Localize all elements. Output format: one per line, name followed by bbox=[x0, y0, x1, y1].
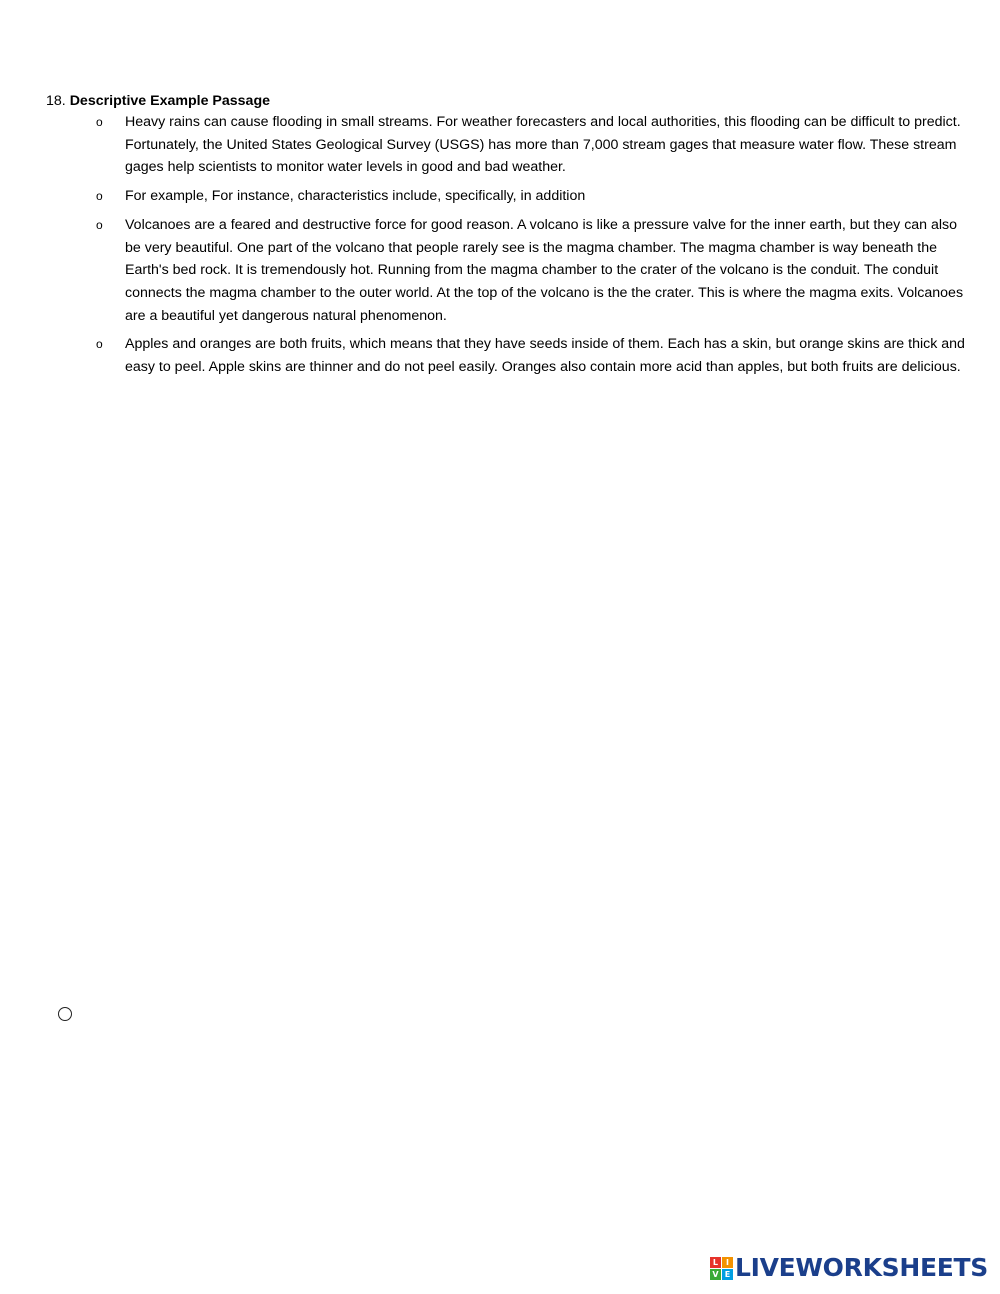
logo-letter-e: E bbox=[722, 1269, 733, 1280]
logo-letter-i: I bbox=[722, 1257, 733, 1268]
answer-option-text: Volcanoes are a feared and destructive force for good reason. A volcano is like a pressure valve for the inner earth, but they can also be very beautiful. One part of the volcano that people rarely see is the magma chamber. The magma chamber is way beneath the Earth's bed rock. It is tremendously hot. Running from the magma chamber to the crater of the volcano is the conduit. The conduit connects the magma chamber to the outer world. At the top of the volcano is the the crater. This is where the magma exits. Volcanoes are a beautiful yet dangerous natural phenomenon. bbox=[125, 216, 964, 324]
liveworksheets-logo-icon bbox=[710, 1257, 733, 1280]
brand-name: LIVEWORKSHEETS bbox=[734, 1253, 988, 1282]
question-number: 18. bbox=[46, 93, 66, 109]
question-18 bbox=[46, 91, 966, 376]
answer-option-3 bbox=[46, 214, 966, 328]
answer-options-list bbox=[46, 111, 966, 385]
logo-letter-l: L bbox=[710, 1257, 721, 1268]
answer-option-text: For example, For instance, characteristics include, specifically, in addition bbox=[125, 188, 586, 205]
bullet-circle-icon: o bbox=[96, 217, 103, 232]
answer-option-1 bbox=[46, 111, 966, 179]
answer-option-4 bbox=[46, 333, 966, 378]
answer-radio-button[interactable] bbox=[58, 1007, 72, 1021]
answer-option-text: Apples and oranges are both fruits, which means that they have seeds inside of them. Each has a skin, but orange skins are thick and easy to peel. Apple skins are thinner and do not peel easily. Oranges also contain more acid than apples, but both fruits are delicious. bbox=[125, 336, 965, 376]
question-title: Descriptive Example Passage bbox=[69, 93, 271, 109]
liveworksheets-brand bbox=[710, 1254, 988, 1282]
answer-option-2 bbox=[46, 185, 966, 208]
answer-option-text: Heavy rains can cause flooding in small streams. For weather forecasters and local authorities, this flooding can be difficult to predict. Fortunately, the United States Geological Survey (USGS) has more than 7,000 stream gages that measure water flow. These stream gages help scientists to monitor water levels in good and bad weather. bbox=[125, 114, 961, 176]
bullet-circle-icon: o bbox=[96, 337, 103, 352]
logo-letter-v: V bbox=[710, 1269, 721, 1280]
bullet-circle-icon: o bbox=[96, 189, 103, 204]
bullet-circle-icon: o bbox=[96, 115, 103, 129]
